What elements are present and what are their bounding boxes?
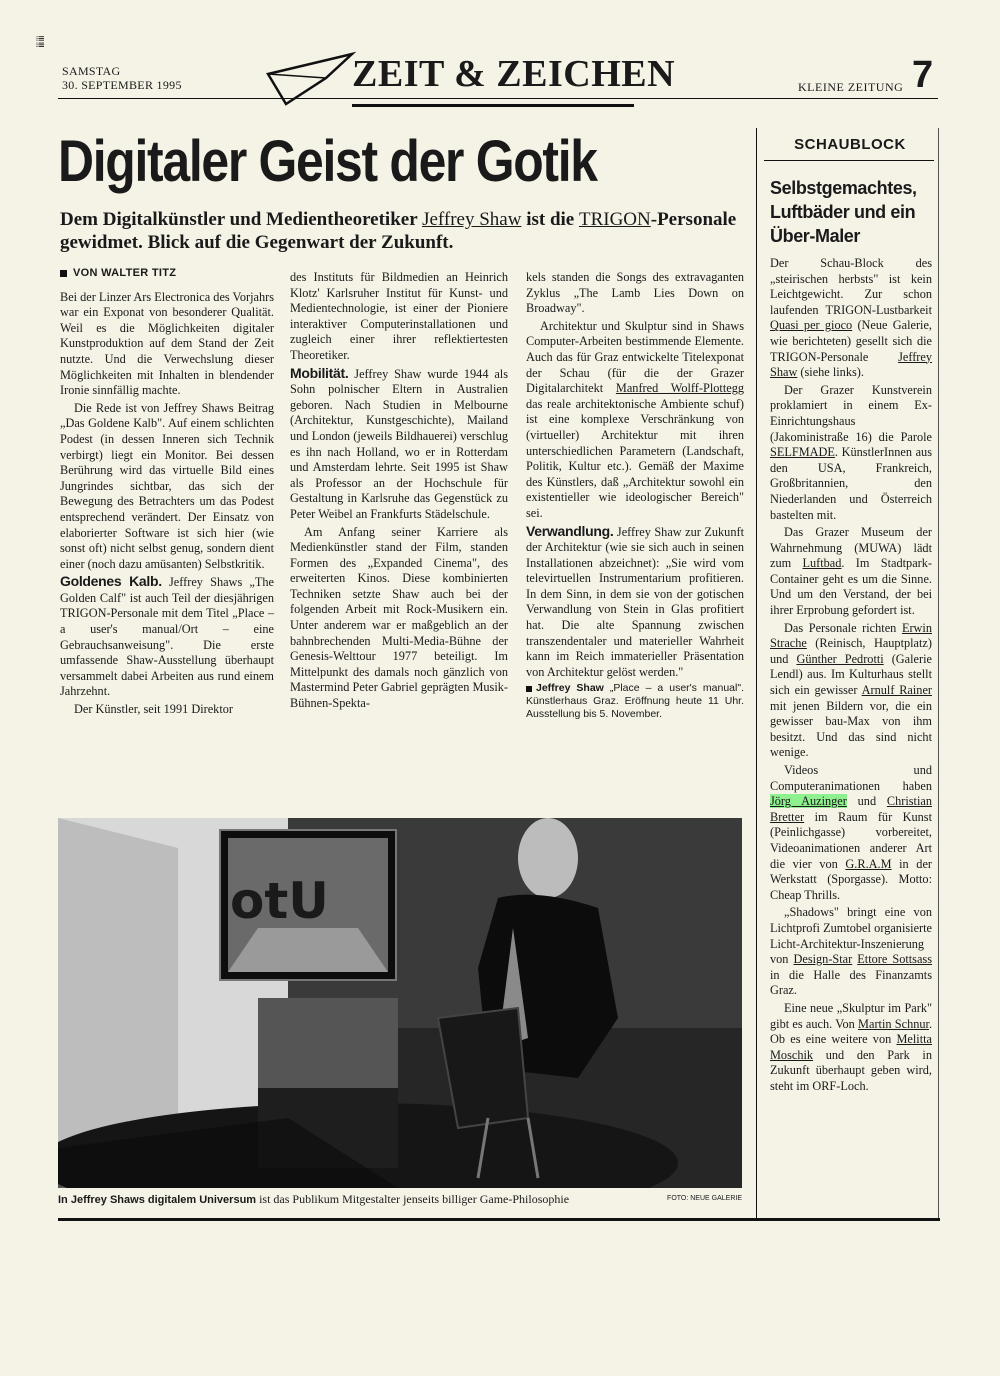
paragraph <box>526 524 744 681</box>
svg-text:otU: otU <box>230 872 329 930</box>
text: und <box>846 794 887 809</box>
dateline-day: SAMSTAG <box>62 64 121 78</box>
name-design-star: Design-Star <box>793 952 853 967</box>
text: Das Personale richten <box>784 620 902 635</box>
paragraph-text: Jeffrey Shaw zur Zukunft der Architektur (wie sie sich auch in seinen Installationen abzeichnet): „Sie wird vom televirtuellen Instrumentarium profitieren. In dem Sinn, in dem sie von der gotischen Verwandlung von Stein in Glas profitiert hat. Die alte Spannung zwischen transzendentaler und materieller Wahrheit kann im Reich immaterieller Präsentation von Architektur gelöst werden." <box>526 524 744 679</box>
paragraph <box>60 574 274 700</box>
paragraph: Bei der Linzer Ars Electronica des Vorjahrs war ein Exponat von besonderer Qualität. Weil es die Möglichkeiten digitaler Kunstproduktion auf dem Stand der Zeit nutzte. Und die Verwechslung dieser Möglichkeiten mit Inhalten in blendender Ironie sinnfällig machte. <box>60 289 274 398</box>
sidebar-paragraph <box>770 621 932 761</box>
paragraph-text: Architektur und Skulptur sind in Shaws Computer-Arbeiten bestimmende Elemente. Auch das für Graz entwickelte Titelexponat der Schau (für die der Grazer Digitalarchitekt <box>526 318 744 396</box>
text: (Neue Galerie, wie berichteten) gesellt sich die TRIGON-Personale <box>770 318 932 364</box>
name-shaw: Jeffrey Shaw <box>770 349 932 380</box>
caption-text: ist das Publikum Mitgestalter jenseits billiger Game-Philosophie <box>256 1192 570 1206</box>
text: Der Schau-Block des „steirischen herbsts" ist kein Leichtgewicht. Zur schon laufenden TRIGON-Lustbarkeit <box>770 256 932 317</box>
paragraph-text: Jeffrey Shaw wurde 1944 als Sohn polnischer Eltern in Australien geboren. Nach Studien in Melbourne (Architektur, Kunstgeschichte), Mailand und London (jeweils Bildhauerei) verschlug es ihn nach Holland, wo er in Rotterdam und Amsterdam lehrte. Seit 1995 ist Shaw als Professor an der Hochschule für Gestaltung in Karlsruhe das Gegenstück zu Peter Weibel an Frankfurts Städelschule. <box>290 366 508 521</box>
section-title: ZEIT & ZEICHEN <box>352 53 676 95</box>
photo-credit: FOTO: NEUE GALERIE <box>667 1195 742 1202</box>
sidebar-column <box>770 256 932 1096</box>
section-arrow-logo <box>266 48 356 108</box>
text: Videos und Computeranimationen haben <box>770 763 932 793</box>
name-schnur: Martin Schnur <box>858 1016 929 1031</box>
name-luftbad: Luftbad <box>802 556 842 571</box>
edge-marks: ⅲⅲ <box>36 35 47 48</box>
text: Das Grazer Museum der Wahrnehmung (MUWA) lädt zum <box>770 525 932 571</box>
page-number: 7 <box>912 54 934 96</box>
text: . Im Stadtpark-Container geht es um die Sinne. Und um den Verstand, der bei ihrer Erprobung gefordert ist. <box>770 556 932 618</box>
paragraph: Die Rede ist von Jeffrey Shaws Beitrag „Das Goldene Kalb". Auf einem schlichten Podest (in dessen Inneren sich Technik verbirgt) liegt ein Monitor. Bei dessen Berührung wird das virtuelle Bild eines Jungrindes sichtbar, das sich der Bewegung des Betrachters um das Podest entsprechend verändert. Der Einsatz von elaborierter Software ist sich hier (wie sonst oft) nicht selbst genug, sondern dient einer (noch dazu amüsanten) Selbstkritik. <box>60 400 274 571</box>
sidebar-divider <box>756 128 757 1218</box>
article-column-3 <box>526 270 744 723</box>
subhead-post: -Personale gewidmet. Blick auf die Gegenwart der Zukunft. <box>60 209 737 253</box>
sidebar-paragraph <box>770 383 932 523</box>
sidebar-headline: Selbstgemachtes, Luftbäder und ein Über-Maler <box>770 178 917 246</box>
subhead-trigon: TRIGON <box>578 209 651 230</box>
text: in die Halle des Finanzamts Graz. <box>770 967 932 998</box>
name-rainer: Arnulf Rainer <box>861 683 932 698</box>
article-column-1 <box>60 266 274 720</box>
sidebar-paragraph <box>770 525 932 619</box>
photo-installation-image <box>58 818 742 1188</box>
text: Eine neue „Skulptur im Park" gibt es auch. Von <box>770 1000 932 1031</box>
subhead-mid: ist die <box>521 209 579 230</box>
article-column-2 <box>290 270 508 714</box>
byline-text: VON WALTER TITZ <box>73 267 177 279</box>
sidebar-kicker-rule <box>764 160 934 161</box>
sidebar-paragraph <box>770 763 932 903</box>
sidebar-right-edge <box>938 128 939 1218</box>
text: mit jenen Bildern vor, die ein gewisser bau-Max von ihm besitzt. Und das sind nicht wenige. <box>770 698 932 760</box>
caption-bold: In Jeffrey Shaws digitalem Universum <box>58 1194 257 1206</box>
paragraph <box>290 366 508 523</box>
sidebar-kicker: SCHAUBLOCK <box>794 136 906 153</box>
subhead-pre: Dem Digitalkünstler und Medientheoretiker <box>60 209 423 230</box>
sidebar-paragraph <box>770 1001 932 1095</box>
text: „Shadows" bringt eine von Lichtprofi Zumtobel organisierte Licht-Architektur-Inszenierung von <box>770 905 932 967</box>
paragraph: des Instituts für Bildmedien an Heinrich Klotz' Karlsruher Institut für Kunst- und Medientechnologie, ist einer der Pioniere interaktiver Computerinstallationen und zugleich einer ihrer reflektiertesten Theoretiker. <box>290 270 508 362</box>
name-bretter: Christian Bretter <box>770 794 932 824</box>
photo-caption <box>58 1192 742 1207</box>
name-pedrotti: Günther Pedrotti <box>796 651 884 666</box>
text: (Galerie Lendl) aus. Im Kulturhaus stellt sich ein gewisser <box>770 651 932 698</box>
bottom-rule <box>58 1218 940 1221</box>
paragraph: kels standen die Songs des extravaganten Zyklus „The Lamb Lies Down on Broadway". <box>526 270 744 316</box>
text: im Raum für Kunst (Peinlichgasse) vorbereitet, Videoanimationen anderer Art die vier von <box>770 809 932 871</box>
name-selfmade: SELFMADE <box>770 445 835 460</box>
info-text: „Place – a user's manual". Künstlerhaus Graz. Eröffnung heute 11 Uhr. Ausstellung bis 5. November. <box>526 682 745 721</box>
article-subhead <box>60 208 750 254</box>
runin-heading: Goldenes Kalb. <box>60 573 162 590</box>
name-strache: Erwin Strache <box>770 620 932 651</box>
paragraph-text: Jeffrey Shaws „The Golden Calf" ist auch Teil der diesjährigen TRIGON-Personale mit dem Titel „Place – a user's manual/Ort – eine Gebrauchsanweisung". Die erste umfassende Shaw-Ausstellung überhaupt versammelt dabei Arbeiten aus rund einem Jahrzehnt. <box>60 575 274 699</box>
section-underline <box>352 104 634 107</box>
article-photo <box>58 818 742 1188</box>
text: . Ob es eine weitere von <box>770 1016 933 1047</box>
name-quasi: Quasi per gioco <box>770 318 853 333</box>
text: . KünstlerInnen aus den USA, Frankreich, Großbritannien, den Niederlanden und Österreich bastelten mit. <box>770 445 932 522</box>
name-auzinger-highlighted: Jörg Auzinger <box>770 794 847 809</box>
text: in der Werkstatt (Sporgasse). Motto: Cheap Thrills. <box>770 856 933 902</box>
paragraph: Am Anfang seiner Karriere als Medienkünstler stand der Film, standen Formen des „Expanded Cinema", des erweiterten Kinos. Diese kombinierten Techniken setzte Shaw auch bei der folgenden Arbeit mit Rock-Musikern ein. Unter anderem war er maßgeblich an der bahnbrechenden Multi-Media-Bühne der Genesis-Welttour 1977 beteiligt. Im Mittelpunkt des damals noch gänzlich von Mastermind Peter Gabriel geprägten Musik-Bühnen-Spekta- <box>290 524 508 711</box>
runin-heading: Mobilität. <box>290 364 349 381</box>
name-moschik: Melitta Moschik <box>770 1032 932 1062</box>
paper-name: KLEINE ZEITUNG <box>798 80 904 94</box>
article-byline <box>60 266 274 282</box>
paragraph: Der Künstler, seit 1991 Direktor <box>74 702 233 717</box>
sidebar-paragraph <box>770 905 932 999</box>
header-rule <box>58 98 938 99</box>
text: Der Grazer Kunstverein proklamiert in einem Ex-Einrichtungshaus (Jakoministraße 16) die Parole <box>770 382 932 444</box>
sidebar-paragraph <box>770 256 932 381</box>
article-headline: Digitaler Geist der Gotik <box>58 129 597 194</box>
runin-heading: Verwandlung. <box>526 522 614 539</box>
architect-name: Manfred Wolff-Plottegg <box>615 381 744 396</box>
info-name: Jeffrey Shaw <box>536 682 604 695</box>
paragraph <box>526 319 744 522</box>
exhibition-info <box>526 682 744 721</box>
dateline-date: 30. SEPTEMBER 1995 <box>62 78 182 92</box>
info-square-icon <box>526 686 532 692</box>
name-sottsass: Ettore Sottsass <box>857 952 932 967</box>
text: (siehe links). <box>797 365 864 380</box>
dateline <box>62 64 182 92</box>
name-gram: G.R.A.M <box>845 856 892 871</box>
text: (Reinisch, Hauptplatz) und <box>770 636 932 666</box>
paragraph-text: das reale architektonische Ambiente schuf) ist eine komplexe Verschränkung von (virtueller) Architektur mit ihren unterschiedlichen Parametern (Landschaft, Politik, Kultur etc.). Gemäß der Maxime des Künstlers, daß „Architektur sowohl ein existentieller wie ideologischer Bereich" sei. <box>526 396 744 520</box>
text: und den Park in Zukunft überhaupt geben wird, steht im ORF-Loch. <box>770 1047 932 1093</box>
byline-square-icon <box>60 270 67 277</box>
subhead-name: Jeffrey Shaw <box>422 209 522 230</box>
